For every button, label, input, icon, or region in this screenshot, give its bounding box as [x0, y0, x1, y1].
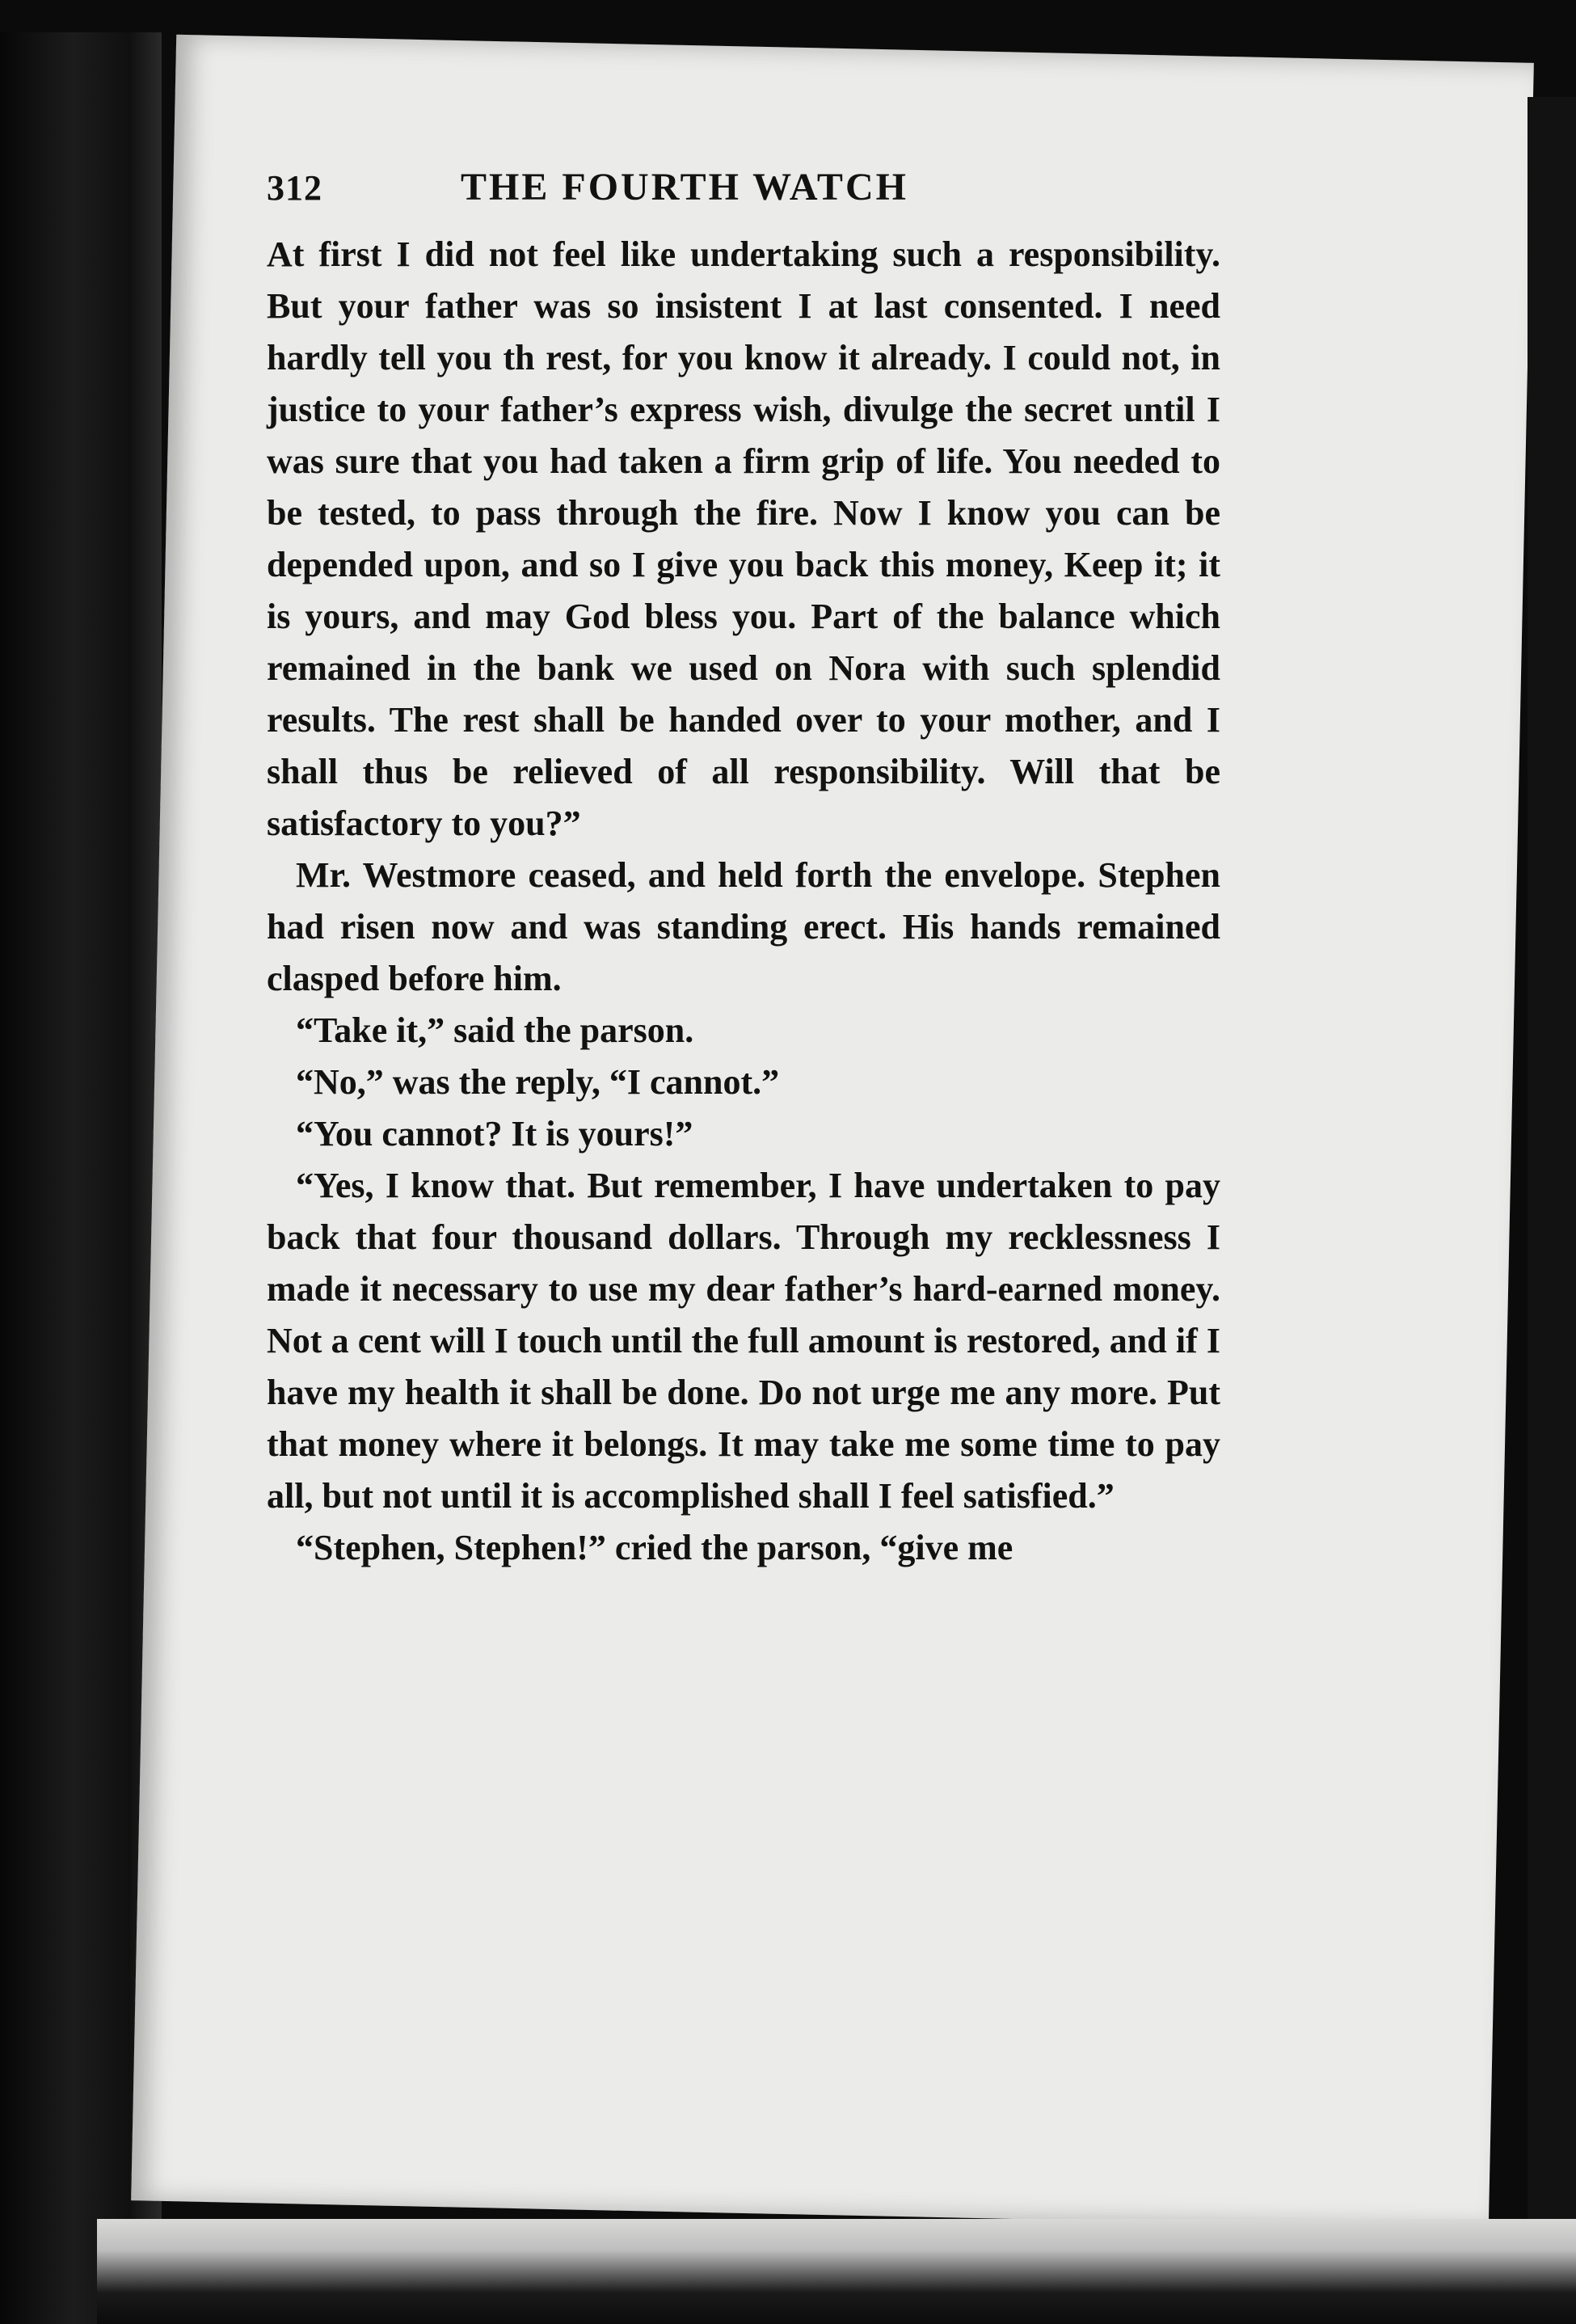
page-number: 312	[267, 168, 322, 208]
page-right-edge	[1528, 97, 1576, 2324]
dialogue-no: “No,” was the reply, “I cannot.”	[296, 1062, 780, 1102]
running-title: THE FOURTH WATCH	[461, 166, 908, 209]
page-bottom-edge	[97, 2219, 1576, 2324]
page-header	[267, 162, 1220, 214]
dialogue-yes-i-know: “Yes, I know that. But remember, I have undertaken to pay back that four thousand dollars. Through my recklessness I made it necessary to use my dear father’s hard-earned money. Not a cent will I touch until the full amount is restored, and if I have my health it shall be done. Do not urge me any more. Put that money where it belongs. It may take me some time to pay all, but not until it is accomplished shall I feel satisfied.”	[267, 1166, 1220, 1516]
paragraph-westmore-ceased: Mr. Westmore ceased, and held forth the envelope. Stephen had risen now and was standing erect. His hands remained clasped before him.	[267, 855, 1220, 998]
dialogue-take-it: “Take it,” said the parson.	[296, 1010, 694, 1050]
dialogue-you-cannot: “You cannot? It is yours!”	[296, 1114, 693, 1154]
book-text-block	[267, 162, 1220, 1574]
dialogue-stephen-stephen: “Stephen, Stephen!” cried the parson, “give me	[296, 1528, 1013, 1567]
paragraph-continued: At first I did not feel like undertaking such a responsibility. But your father was so insistent I at last consented. I need hardly tell you th rest, for you know it already. I could not, in justice to your father’s express wish, divulge the secret until I was sure that you had taken a firm grip of life. You needed to be tested, to pass through the fire. Now I know you can be depended upon, and so I give you back this money, Keep it; it is yours, and may God bless you. Part of the balance which remained in the bank we used on Nora with such splendid results. The rest shall be handed over to your mother, and I shall thus be relieved of all responsibility. Will that be satisfactory to you?”	[267, 234, 1220, 843]
